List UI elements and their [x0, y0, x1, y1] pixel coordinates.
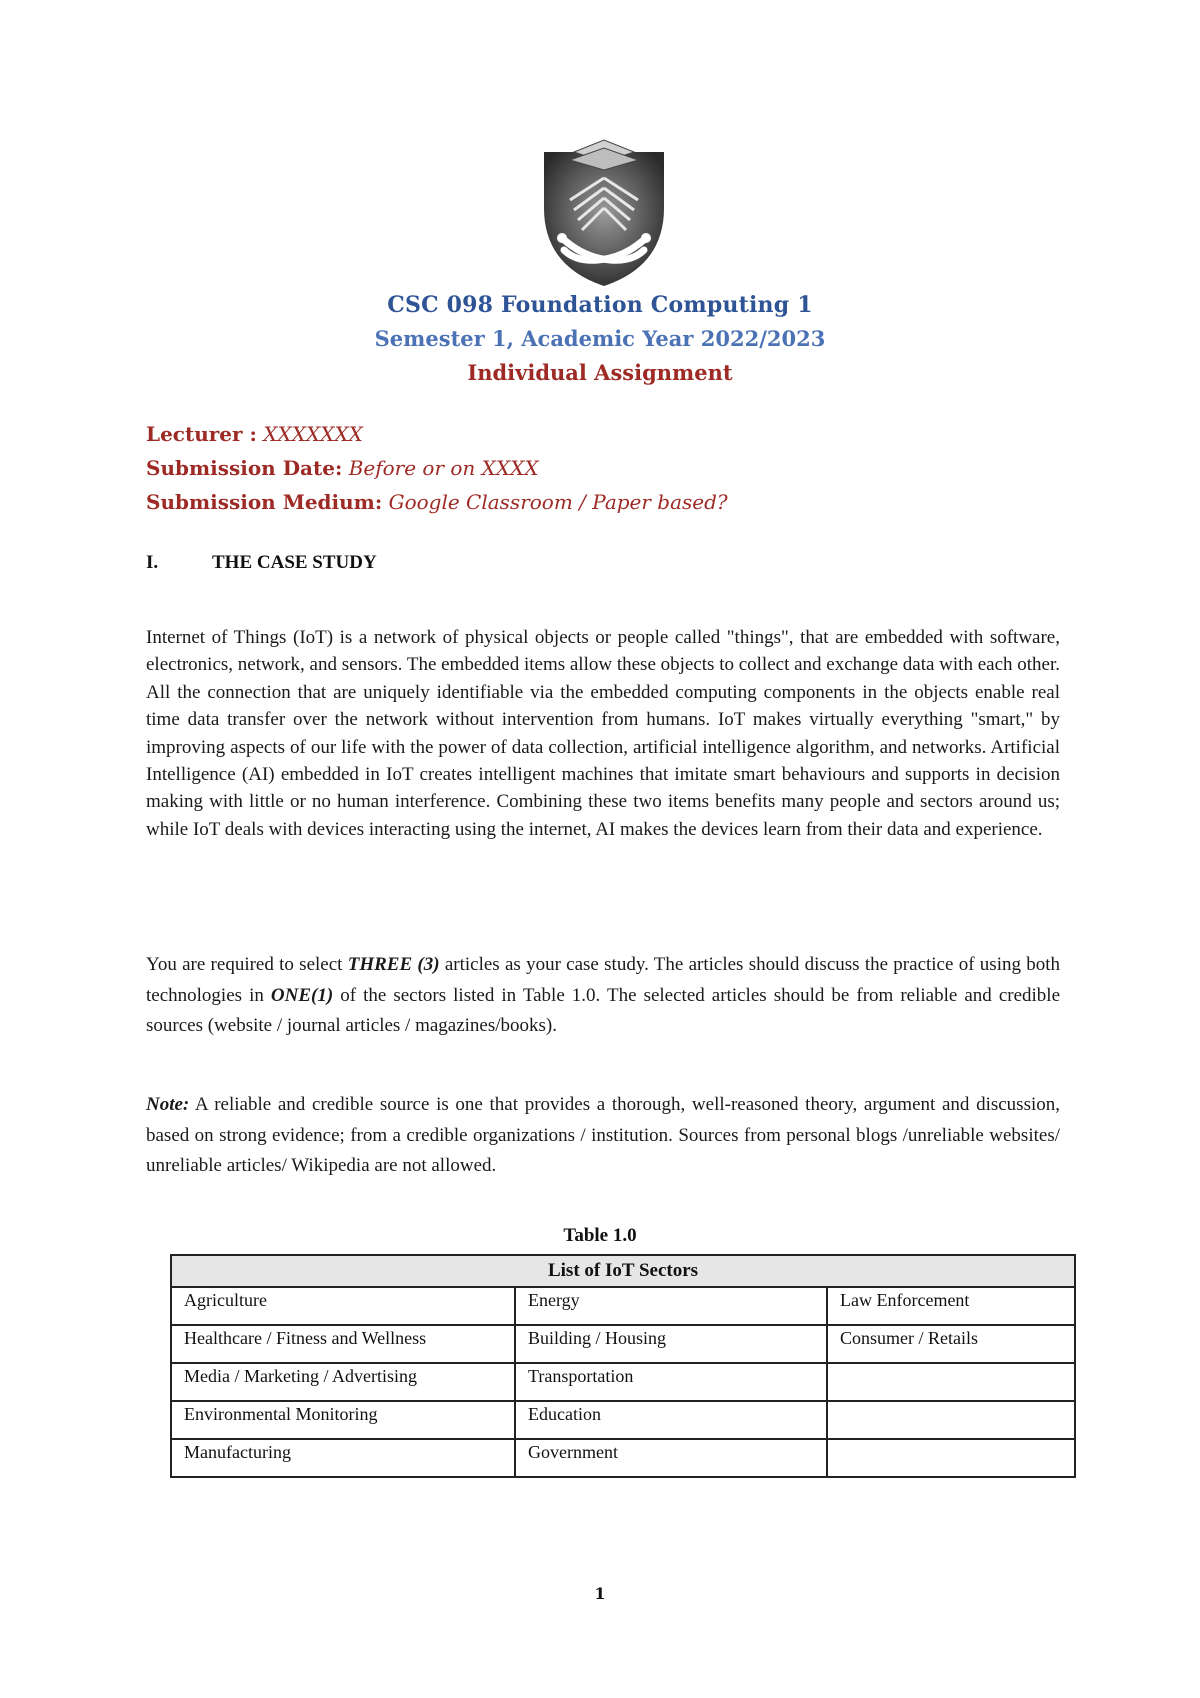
- intro-paragraph: Internet of Things (IoT) is a network of physical objects or people called "things", that are embedded with software, electronics, network, and sensors. The embedded items allow these objects to collect and exchange data with each other. All the connection that are uniquely identifiable via the embedded computing components in the objects enable real time data transfer over the network without intervention from humans. IoT makes virtually everything "smart," by improving aspects of our life with the power of data collection, artificial intelligence algorithm, and networks. Artificial Intelligence (AI) embedded in IoT creates intelligent machines that imitate smart behaviours and supports in decision making with little or no human interference. Combining these two items benefits many people and sectors around us; while IoT deals with devices interacting using the internet, AI makes the devices learn from their data and experience.: [146, 627, 1060, 840]
- table-cell: Law Enforcement: [827, 1287, 1075, 1325]
- submission-medium-line: [146, 490, 728, 514]
- section-number: I.: [146, 552, 159, 573]
- table-cell: Education: [515, 1401, 827, 1439]
- table-cell: Agriculture: [171, 1287, 515, 1325]
- semester-line: Semester 1, Academic Year 2022/2023: [374, 326, 826, 351]
- table-header: List of IoT Sectors: [171, 1255, 1075, 1287]
- table-cell: Media / Marketing / Advertising: [171, 1363, 515, 1401]
- lecturer-label: Lecturer :: [146, 422, 257, 446]
- submission-date-value: Before or on XXXX: [348, 456, 539, 480]
- table-cell: Healthcare / Fitness and Wellness: [171, 1325, 515, 1363]
- table-row: [171, 1325, 1075, 1363]
- table-cell: [827, 1439, 1075, 1477]
- task-emphasis-one: ONE(1): [270, 984, 334, 1006]
- assignment-type: Individual Assignment: [467, 360, 733, 385]
- university-logo: [540, 138, 668, 288]
- table-cell: Transportation: [515, 1363, 827, 1401]
- table-cell: Manufacturing: [171, 1439, 515, 1477]
- table-row: [171, 1363, 1075, 1401]
- submission-date-line: [146, 456, 539, 480]
- table-header-row: [171, 1255, 1075, 1287]
- section-title: THE CASE STUDY: [212, 552, 377, 573]
- table-cell: Building / Housing: [515, 1325, 827, 1363]
- table-cell: Consumer / Retails: [827, 1325, 1075, 1363]
- submission-medium-value: Google Classroom / Paper based?: [388, 490, 728, 514]
- section-heading: [146, 552, 377, 574]
- table-caption: Table 1.0: [563, 1225, 637, 1246]
- table-cell: Government: [515, 1439, 827, 1477]
- submission-medium-label: Submission Medium:: [146, 490, 383, 514]
- task-text-1: You are required to select: [146, 954, 343, 975]
- table-row: [171, 1401, 1075, 1439]
- note-paragraph: [146, 1090, 1060, 1182]
- table-cell: [827, 1363, 1075, 1401]
- task-text-2: articles as your case study. The articles should discuss the practice of using both technologies in: [146, 954, 1061, 1006]
- iot-sectors-table: [170, 1254, 1076, 1478]
- page-number: 1: [594, 1584, 606, 1603]
- table-row: [171, 1439, 1075, 1477]
- note-label: Note:: [146, 1094, 190, 1115]
- table-cell: Energy: [515, 1287, 827, 1325]
- course-title: CSC 098 Foundation Computing 1: [387, 292, 813, 318]
- table-row: [171, 1287, 1075, 1325]
- table-cell: [827, 1401, 1075, 1439]
- lecturer-value: XXXXXXX: [263, 422, 363, 446]
- note-text: A reliable and credible source is one that provides a thorough, well-reasoned theory, argument and discussion, based on strong evidence; from a credible organizations / institution. Sources from personal blogs /unreliable websites/ unreliable articles/ Wikipedia are not allowed.: [146, 1094, 1060, 1176]
- lecturer-line: [146, 422, 363, 446]
- task-paragraph: [146, 950, 1060, 1042]
- table-cell: Environmental Monitoring: [171, 1401, 515, 1439]
- task-text-3: of the sectors listed in Table 1.0. The selected articles should be from reliable and credible sources (website / journal articles / magazines/books).: [146, 984, 1061, 1036]
- task-emphasis-three: THREE (3): [347, 954, 440, 975]
- submission-date-label: Submission Date:: [146, 456, 343, 480]
